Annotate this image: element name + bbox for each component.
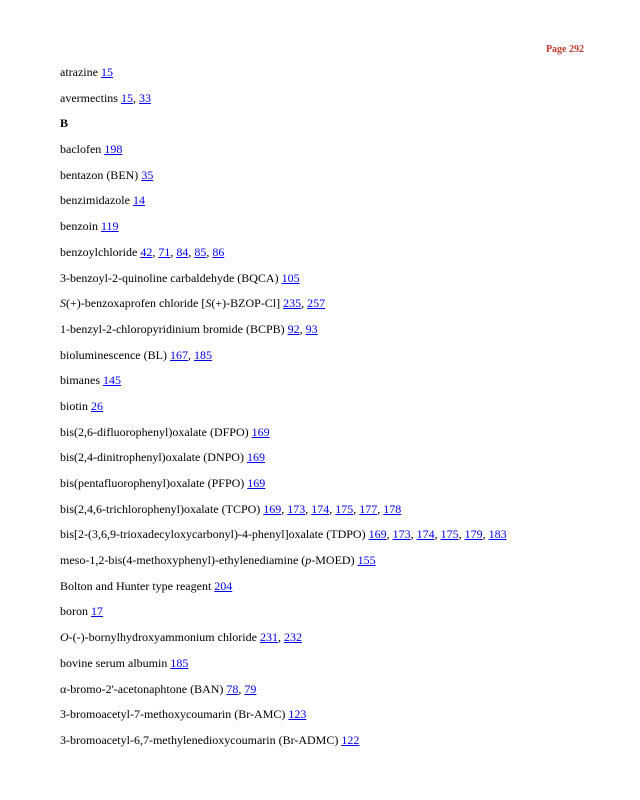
page-ref-link[interactable]: 231	[259, 630, 278, 645]
page-ref-link[interactable]: 14	[132, 193, 145, 208]
page-ref-link[interactable]: 123	[288, 707, 307, 722]
ref-separator: ,	[329, 501, 336, 516]
entry-term: benzoin	[60, 219, 101, 234]
page-ref-link[interactable]: 17	[91, 604, 103, 619]
index-entry	[60, 548, 620, 574]
page-ref-link[interactable]: 15	[100, 65, 113, 79]
entry-term: biotin	[60, 398, 92, 413]
page-ref-link[interactable]: 175	[440, 527, 459, 542]
entry-term: avermectins	[60, 90, 121, 105]
entry-term: S	[60, 296, 66, 311]
index-entry	[60, 343, 620, 369]
page-ref-link[interactable]: 178	[383, 501, 402, 516]
entry-term: benzoylchloride	[60, 244, 141, 259]
entry-term: S	[205, 296, 212, 311]
ref-separator: ,	[434, 527, 441, 542]
index-entry	[60, 266, 620, 292]
index-entry	[60, 394, 620, 420]
ref-separator: ,	[238, 681, 245, 696]
page-ref-link[interactable]: 79	[244, 681, 257, 696]
page-ref-link[interactable]: 175	[335, 501, 354, 516]
entry-term: atrazine	[60, 65, 101, 79]
entry-term: bis(pentafluorophenyl)oxalate (PFPO)	[60, 476, 248, 490]
entry-term: -(-)-bornylhydroxyammonium chloride	[68, 630, 260, 645]
index-entry	[60, 420, 620, 446]
entry-term: (+)-BZOP-Cl]	[211, 296, 284, 311]
page-ref-link[interactable]: 257	[307, 296, 326, 311]
index-entry	[60, 317, 620, 343]
ref-separator: ,	[206, 244, 213, 259]
ref-separator: ,	[152, 244, 159, 259]
page-ref-link[interactable]: 169	[246, 450, 265, 465]
index-entry	[60, 728, 620, 754]
page-ref-link[interactable]: 78	[226, 681, 239, 696]
entry-term: 3-bromoacetyl-6,7-methylenedioxycoumarin (Br-ADMC)	[60, 732, 342, 747]
page-ref-link[interactable]: 169	[251, 424, 270, 439]
index-entry	[60, 497, 620, 523]
entry-term: meso-1,2-bis(4-methoxyphenyl)-ethylenediamine (	[60, 553, 306, 568]
page-ref-link[interactable]: 177	[359, 501, 378, 516]
page-ref-link[interactable]: 183	[488, 527, 507, 542]
entry-term: bis(2,6-difluorophenyl)oxalate (DFPO)	[60, 424, 252, 439]
entry-term: α-bromo-2'-acetonaphtone (BAN)	[60, 681, 227, 696]
page-ref-link[interactable]: 232	[283, 630, 302, 645]
page-ref-link[interactable]: 85	[194, 244, 207, 259]
entry-term: Bolton and Hunter type reagent	[60, 578, 215, 593]
page-ref-link[interactable]: 86	[212, 244, 225, 259]
page-ref-link[interactable]: 119	[101, 219, 119, 234]
ref-separator: ,	[277, 630, 284, 645]
index-entry	[60, 599, 620, 625]
index-entry	[60, 522, 620, 548]
page-ref-link[interactable]: 167	[169, 347, 188, 362]
page-ref-link[interactable]: 42	[140, 244, 153, 259]
page-ref-link[interactable]: 35	[141, 167, 154, 182]
page-ref-link[interactable]: 173	[287, 501, 306, 516]
page-ref-link[interactable]: 174	[311, 501, 330, 516]
ref-separator: ,	[377, 501, 384, 516]
page-ref-link[interactable]: 15	[120, 90, 133, 105]
ref-separator: ,	[386, 527, 393, 542]
ref-separator: ,	[281, 501, 288, 516]
page-ref-link[interactable]: 169	[368, 527, 387, 542]
page-ref-link[interactable]: 84	[176, 244, 189, 259]
page-ref-link[interactable]: 169	[247, 476, 266, 490]
entry-term: bis[2-(3,6,9-trioxadecyloxycarbonyl)-4-phenyl]oxalate (TDPO)	[60, 527, 369, 542]
page-ref-link[interactable]: 179	[464, 527, 483, 542]
page-ref-link[interactable]: 198	[104, 142, 123, 157]
page-ref-link[interactable]: 33	[138, 90, 151, 105]
index-entry	[60, 240, 620, 266]
ref-separator: ,	[170, 244, 177, 259]
index-entry	[60, 60, 620, 86]
page-ref-link[interactable]: 185	[193, 347, 212, 362]
index-entry	[60, 368, 620, 394]
ref-separator: ,	[132, 90, 139, 105]
ref-separator: ,	[299, 321, 306, 336]
page-ref-link[interactable]: 174	[416, 527, 435, 542]
page-ref-link[interactable]: 93	[305, 321, 318, 336]
index-entries	[60, 60, 620, 754]
index-entry	[60, 574, 620, 600]
page-ref-link[interactable]: 204	[214, 578, 233, 593]
index-entry	[60, 677, 620, 703]
page-ref-link[interactable]: 145	[103, 373, 121, 388]
ref-separator: ,	[188, 244, 195, 259]
entry-term: bimanes	[60, 373, 103, 388]
entry-term: (+)-benzoxaprofen chloride [	[66, 296, 206, 311]
section-letter: B	[60, 116, 69, 131]
page-ref-link[interactable]: 71	[158, 244, 171, 259]
index-entry	[60, 188, 620, 214]
ref-separator: ,	[187, 347, 194, 362]
ref-separator: ,	[305, 501, 312, 516]
entry-term: bentazon (BEN)	[60, 167, 142, 182]
ref-separator: ,	[410, 527, 417, 542]
ref-separator: ,	[482, 527, 489, 542]
page-ref-link[interactable]: 173	[392, 527, 411, 542]
ref-separator: ,	[353, 501, 360, 516]
entry-term: bioluminescence (BL)	[60, 347, 170, 362]
page-ref-link[interactable]: 155	[357, 553, 376, 568]
page-ref-link[interactable]: 92	[287, 321, 300, 336]
index-entry	[60, 651, 620, 677]
index-entry	[60, 163, 620, 189]
entry-term: boron	[60, 604, 91, 619]
page-ref-link[interactable]: 185	[170, 655, 189, 670]
entry-term: 3-bromoacetyl-7-methoxycoumarin (Br-AMC)	[60, 707, 289, 722]
index-entry	[60, 471, 620, 497]
entry-term: 3-benzoyl-2-quinoline carbaldehyde (BQCA)	[60, 270, 282, 285]
index-entry	[60, 702, 620, 728]
index-entry	[60, 625, 620, 651]
page-ref-link[interactable]: 105	[281, 270, 300, 285]
entry-term: p	[305, 553, 312, 568]
index-entry	[60, 214, 620, 240]
ref-separator: ,	[458, 527, 465, 542]
entry-term: O	[60, 630, 69, 645]
page-ref-link[interactable]: 169	[263, 501, 282, 516]
page-ref-link[interactable]: 122	[341, 732, 360, 747]
index-entry	[60, 137, 620, 163]
entry-term: -MOED)	[311, 553, 358, 568]
entry-term: bis(2,4-dinitrophenyl)oxalate (DNPO)	[60, 450, 247, 465]
page-number: Page 292	[545, 44, 584, 55]
index-entry	[60, 86, 620, 112]
entry-term: baclofen	[60, 142, 105, 157]
ref-separator: ,	[301, 296, 308, 311]
entry-term: bis(2,4,6-trichlorophenyl)oxalate (TCPO)	[60, 501, 264, 516]
entry-term: bovine serum albumin	[60, 655, 171, 670]
page-ref-link[interactable]: 235	[283, 296, 302, 311]
index-entry	[60, 445, 620, 471]
page-ref-link[interactable]: 26	[91, 398, 104, 413]
index-entry	[60, 291, 620, 317]
entry-term: 1-benzyl-2-chloropyridinium bromide (BCPB)	[60, 321, 288, 336]
entry-term: benzimidazole	[60, 193, 133, 208]
